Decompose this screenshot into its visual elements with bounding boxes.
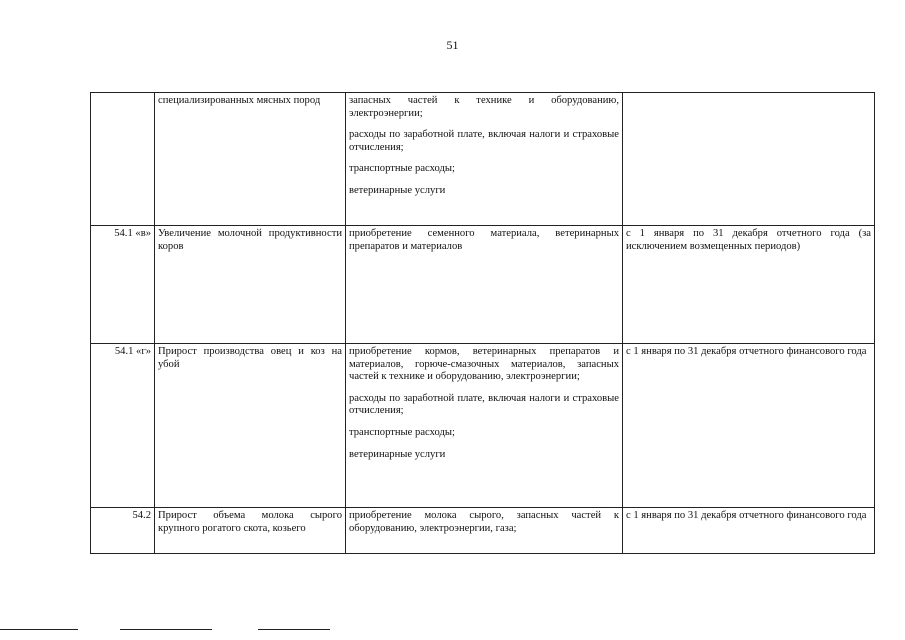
period-cell: [623, 93, 875, 226]
expense-item: транспортные расходы;: [349, 163, 455, 175]
period-cell: с 1 января по 31 декабря отчетного финансового года: [623, 344, 875, 508]
expense-item: транспортные расходы;: [349, 426, 455, 438]
expense-item: запасных частей к технике и оборудованию, электроэнергии;: [349, 95, 619, 119]
period-cell: с 1 января по 31 декабря отчетного финансового года: [623, 508, 875, 554]
expense-item: расходы по заработной плате, включая налоги и страховые отчисления;: [349, 129, 619, 153]
table-row: [91, 93, 875, 226]
expense-item: приобретение молока сырого, запасных частей к оборудованию, электроэнергии, газа;: [349, 510, 619, 534]
expenses-cell: [346, 344, 623, 508]
expense-item: приобретение семенного материала, ветеринарных препаратов и материалов: [349, 228, 619, 252]
page-number: 51: [446, 38, 459, 52]
expenses-cell: [346, 508, 623, 554]
expense-item: приобретение кормов, ветеринарных препаратов и материалов, горюче-смазочных материалов, запасных частей к технике и оборудованию, электроэнергии;: [349, 346, 619, 383]
row-number: [91, 93, 155, 226]
expenses-cell: [346, 93, 623, 226]
expense-item: ветеринарные услуги: [349, 184, 446, 196]
expense-item: ветеринарные услуги: [349, 448, 446, 460]
row-number: 54.1 «в»: [91, 226, 155, 344]
footer-rules: [0, 629, 905, 633]
footer-rule: [258, 629, 330, 630]
table-row: [91, 226, 875, 344]
expense-item: расходы по заработной плате, включая налоги и страховые отчисления;: [349, 392, 619, 417]
table-row: [91, 344, 875, 508]
measures-table: [90, 92, 875, 554]
expenses-cell: [346, 226, 623, 344]
activity-cell: специализированных мясных пород: [155, 93, 346, 226]
activity-cell: Увеличение молочной продуктивности коров: [155, 226, 346, 344]
activity-cell: Прирост производства овец и коз на убой: [155, 344, 346, 508]
row-number: 54.2: [91, 508, 155, 554]
table-row: [91, 508, 875, 554]
footer-rule: [0, 629, 78, 630]
footer-rule: [120, 629, 212, 630]
period-cell: с 1 января по 31 декабря отчетного года (за исключением возмещенных периодов): [623, 226, 875, 344]
activity-cell: Прирост объема молока сырого крупного рогатого скота, козьего: [155, 508, 346, 554]
row-number: 54.1 «г»: [91, 344, 155, 508]
